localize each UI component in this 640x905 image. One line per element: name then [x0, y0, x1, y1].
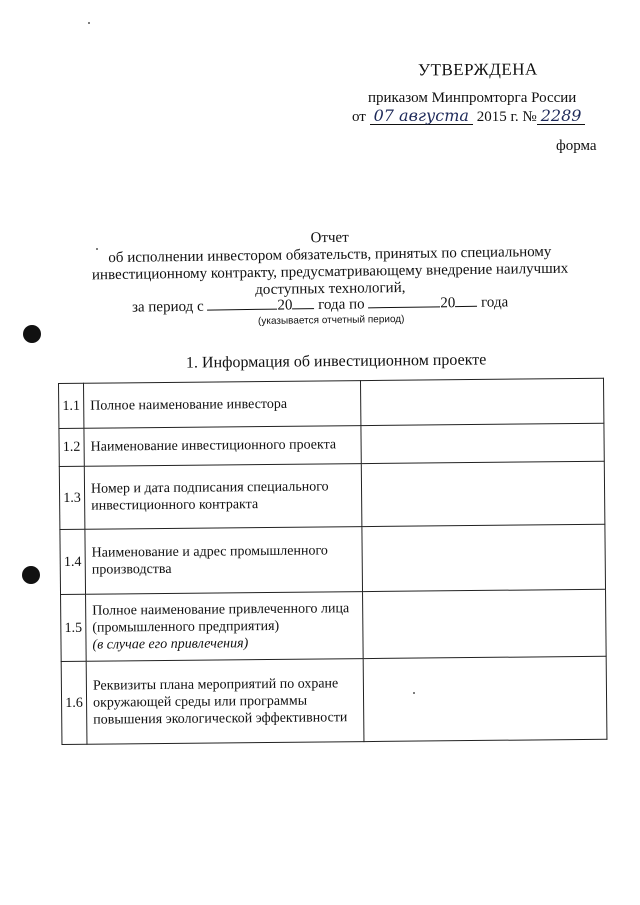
form-label: форма: [556, 138, 597, 154]
reporting-period: [132, 293, 508, 316]
period-year-b: 20: [440, 295, 456, 312]
period-mid: года по: [318, 296, 365, 314]
order-prefix: от: [352, 109, 366, 125]
row-number: 1.3: [59, 466, 85, 529]
title-line-4: доступных технологий,: [255, 279, 406, 299]
row-value-cell[interactable]: [361, 423, 604, 463]
order-date-line: [352, 108, 585, 126]
row-number: 1.1: [59, 383, 84, 428]
row-value-cell[interactable]: [363, 656, 607, 741]
period-note: (указывается отчетный период): [257, 313, 405, 328]
row-number: 1.2: [59, 428, 84, 466]
row-value-cell[interactable]: [363, 589, 607, 658]
row-label-cell: [84, 464, 362, 530]
period-end-year-blank[interactable]: [455, 294, 477, 307]
table-row: [60, 524, 606, 594]
row-label: Реквизиты плана мероприятий по охране окружающей среды или программы повышения экологической эффективности: [92, 675, 348, 728]
scan-speck: [96, 248, 98, 250]
order-year: 2015 г. №: [476, 109, 537, 125]
report-title: [70, 226, 591, 301]
table-row: [61, 656, 607, 744]
project-info-table: [58, 378, 609, 745]
table-row: [59, 461, 605, 529]
period-prefix: за период с: [131, 298, 204, 316]
row-value-cell[interactable]: [361, 461, 605, 526]
title-line-1: Отчет: [310, 229, 349, 247]
row-label-cell: [85, 527, 363, 595]
period-start-year-blank[interactable]: [292, 296, 314, 309]
row-label: Полное наименование привлеченного лица (промышленного предприятия): [92, 600, 350, 636]
handwritten-date: 07 августа: [370, 108, 473, 125]
row-value-cell[interactable]: [362, 524, 606, 591]
period-end-blank[interactable]: [368, 294, 440, 308]
table-row: [61, 589, 607, 661]
row-note: (в случае его привлечения): [92, 635, 249, 653]
table-row: [59, 378, 604, 428]
row-label-cell: [86, 659, 364, 745]
row-label: Номер и дата подписания специального инвестиционного контракта: [90, 479, 329, 514]
row-label-cell: [84, 381, 361, 429]
row-label: Наименование и адрес промышленного производства: [91, 543, 328, 578]
scan-speck: [88, 22, 90, 24]
row-number: 1.4: [60, 529, 86, 594]
row-value-cell[interactable]: [360, 378, 603, 425]
row-number: 1.5: [61, 594, 87, 661]
order-reference: приказом Минпромторга России: [368, 90, 577, 106]
row-number: 1.6: [61, 661, 87, 744]
period-start-blank[interactable]: [207, 297, 277, 311]
row-label-cell: [86, 592, 364, 662]
handwritten-order-number: 2289: [537, 108, 586, 125]
row-label: Наименование инвестиционного проекта: [90, 437, 337, 455]
period-year-a: 20: [277, 297, 293, 314]
row-label-cell: [84, 426, 361, 467]
punch-hole-bottom: [22, 566, 40, 584]
scan-speck: [413, 692, 415, 694]
punch-hole-top: [23, 325, 41, 343]
title-line-3: инвестиционному контракту, предусматривающему внедрение наилучших: [91, 260, 569, 284]
row-label: Полное наименование инвестора: [90, 396, 288, 414]
section-title: 1. Информация об инвестиционном проекте: [185, 351, 487, 372]
table-row: [59, 423, 604, 466]
approval-heading: УТВЕРЖДЕНА: [417, 59, 538, 80]
period-suffix: года: [480, 294, 509, 311]
title-line-2: об исполнении инвестором обязательств, принятых по специальному: [108, 243, 552, 267]
